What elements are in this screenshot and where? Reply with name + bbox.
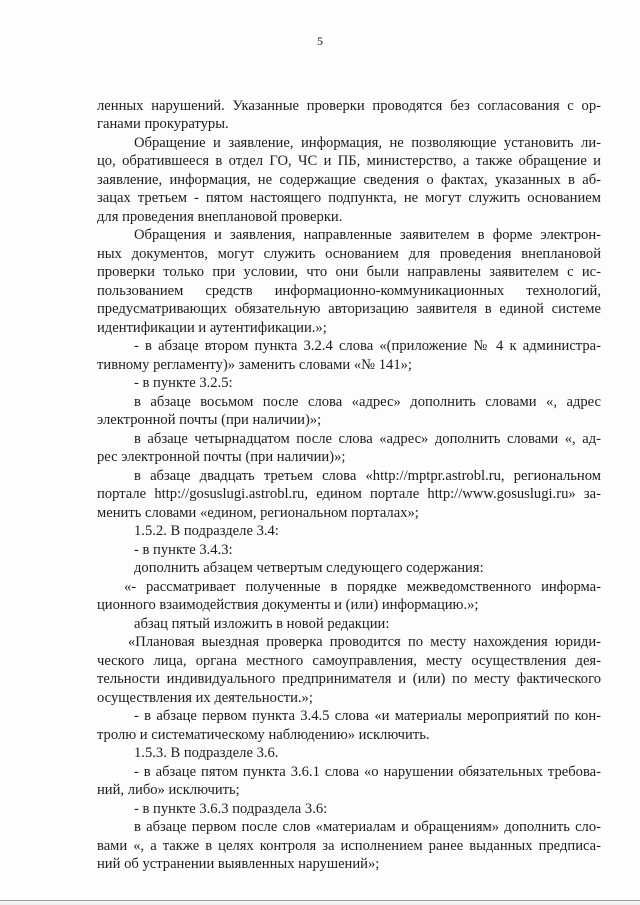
text-line: 1.5.2. В подразделе 3.4: [134,523,279,539]
text-line: предусматривающих обязательную авторизацию заявителя в единой системе [97,301,601,317]
page-number: 5 [317,34,323,48]
text-line: ганами прокуратуры. [97,116,229,132]
text-line: - в абзаце пятом пункта 3.6.1 слова «о нарушении обязательных требова- [134,764,601,780]
text-line: тролю и систематическому наблюдению» исключить. [97,727,430,743]
text-line: проверки только при условии, что они были направлены заявителем с ис- [97,264,601,280]
text-line: ленных нарушений. Указанные проверки проводятся без согласования с ор- [97,98,601,114]
text-line: - в абзаце втором пункта 3.2.4 слова «(приложение № 4 к администра- [134,338,601,354]
text-line: абзац пятый изложить в новой редакции: [134,616,390,632]
text-line: ний об устранении выявленных нарушений»; [97,856,380,872]
text-line: портале http://gosuslugi.astrobl.ru, едином портале http://www.gosuslugi.ru» за- [97,486,601,502]
text-line: рес электронной почты (при наличии)»; [97,449,346,465]
text-line: ных документов, могут служить основанием для проведения внеплановой [97,246,601,262]
text-line: электронной почты (при наличии)»; [97,412,322,428]
text-line: - в абзаце первом пункта 3.4.5 слова «и материалы мероприятий по кон- [134,708,601,724]
text-line: Обращения и заявления, направленные заявителем в форме электрон- [134,227,601,243]
text-line: цо, обратившееся в отдел ГО, ЧС и ПБ, министерство, а также обращение и [97,153,601,169]
text-line: для проведения внеплановой проверки. [97,209,343,225]
text-line: ционного взаимодействия документы и (или) информацию.»; [97,597,479,613]
text-line: осуществления их деятельности.»; [97,690,313,706]
text-line: в абзаце двадцать третьем слова «http://mptpr.astrobl.ru, региональном [134,468,601,484]
text-line: заявление, информация, не содержащие сведения о фактах, указанных в аб- [97,172,601,188]
text-line: вами «, а также в целях контроля за исполнением ранее выданных предписа- [97,838,601,854]
text-line: - в пункте 3.2.5: [134,375,233,391]
text-line: «Плановая выездная проверка проводится по месту нахождения юриди- [128,634,601,650]
text-line: зацах третьем - пятом настоящего подпункта, не могут служить основанием [97,190,601,206]
scan-edge-line [0,900,640,901]
text-line: в абзаце восьмом после слова «адрес» дополнить словами «, адрес [134,394,601,410]
text-line: 1.5.3. В подразделе 3.6. [134,745,279,761]
text-line: менить словами «едином, региональном порталах»; [97,505,419,521]
text-line: - в пункте 3.6.3 подраздела 3.6: [134,801,328,817]
text-line: дополнить абзацем четвертым следующего содержания: [134,560,484,576]
text-line: Обращение и заявление, информация, не позволяющие установить ли- [134,135,601,151]
text-line: ний, либо» исключить; [97,782,240,798]
text-line: в абзаце первом после слов «материалам и обращениям» дополнить сло- [134,819,601,835]
text-line: тивному регламенту)» заменить словами «№ 141»; [97,357,412,373]
text-line: в абзаце четырнадцатом после слова «адрес» дополнить словами «, ад- [134,431,601,447]
text-line: «- рассматривает полученные в порядке межведомственного информа- [124,579,601,595]
text-line: тельности индивидуального предпринимателя и (или) по месту фактического [97,671,601,687]
text-line: пользованием средств информационно-коммуникационных технологий, [97,283,601,299]
text-line: - в пункте 3.4.3: [134,542,233,558]
text-line: идентификации и аутентификации.»; [97,320,327,336]
text-line: ческого лица, органа местного самоуправления, месту осуществления дея- [97,653,601,669]
